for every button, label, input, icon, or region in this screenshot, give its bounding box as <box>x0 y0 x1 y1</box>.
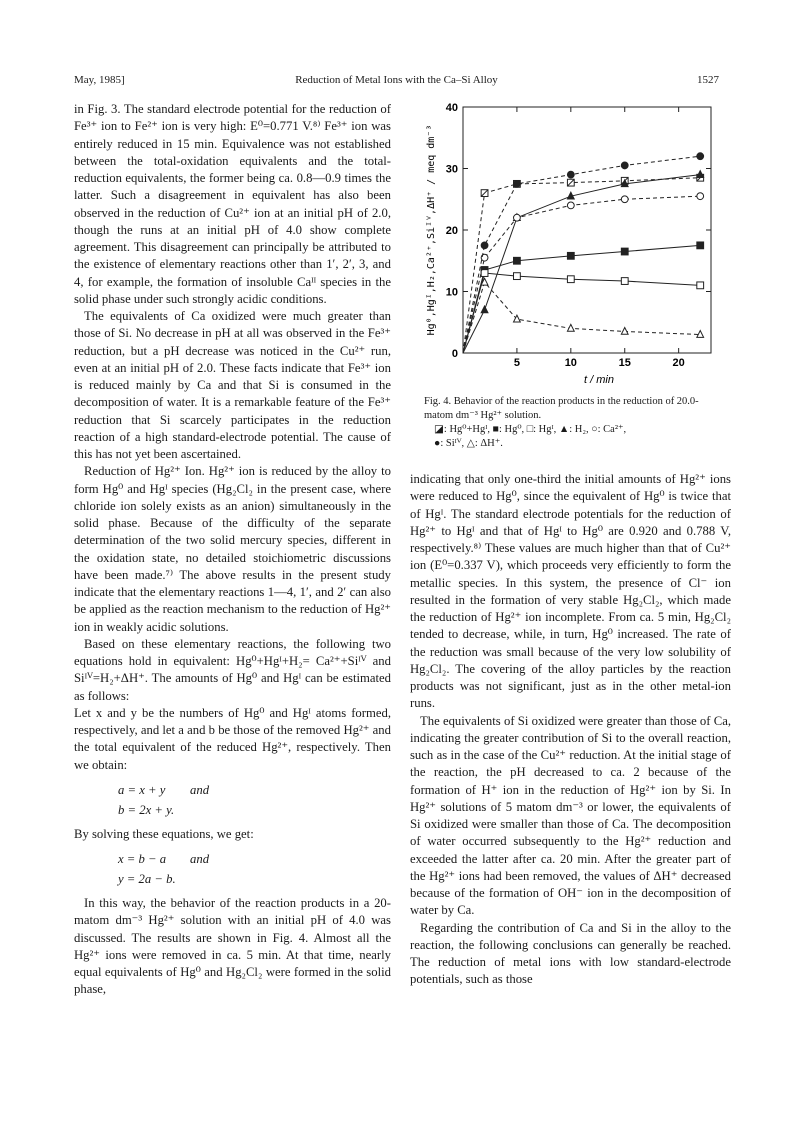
x-axis-label: t / min <box>584 374 614 386</box>
data-point-Hg⁰-5 <box>697 242 704 249</box>
data-point-Hg⁰-2 <box>514 257 521 264</box>
y-tick-label: 40 <box>445 102 458 114</box>
data-point-Siᴵⱽ-5 <box>697 153 704 160</box>
plot-frame <box>463 107 711 353</box>
paragraph-hg-reduction: Reduction of Hg²⁺ Ion. Hg²⁺ ion is reduced by the alloy to form Hg⁰ and Hgᴵ species (Hg₂Cl₂ in the present case, where chloride ion solely exists as an anion) simultaneously in the solid phase. Because of the difficulty of the separate determination of the two solid mercury species, different in the oxidation state, no detailed stoichiometric discussions have been made.⁷⁾ The above results in the present study indicate that the elementary reactions 1—4, 1′, and 2′ can also be applied as the reaction mechanism to the reduction of Hg²⁺ ion in weakly acidic solutions. <box>74 464 391 634</box>
data-point-H₂-1 <box>481 306 488 313</box>
x-tick-label: 5 <box>513 357 520 369</box>
data-point-Siᴵⱽ-4 <box>621 162 628 169</box>
paragraph-conclusions: Regarding the contribution of Ca and Si in the alloy to the reaction, the following conclusions can generally be reached. The reduction of metal ions with low standard-electrode potentials, such as those <box>410 920 731 987</box>
figure-4 <box>410 101 731 471</box>
figure-caption <box>424 395 724 451</box>
y-tick-label: 10 <box>445 286 458 299</box>
y-tick-label: 0 <box>451 348 458 360</box>
y-axis-label: Hg⁰,Hgᴵ,H₂,Ca²⁺,Siᴵⱽ,ΔH⁺ / meq dm⁻³ <box>426 124 437 336</box>
paragraph-fe-reduction: in Fig. 3. The standard electrode potential for the reduction of Fe³⁺ ion to Fe²⁺ ion is very high: E⁰=0.771 V.⁸⁾ Fe³⁺ ion was entirely reduced in 15 min. Equivalence was not established between the total-oxidation equivalents and the total-reduction equivalents, the former being ca. 0.8—0.9 times the latter. Such a disagreement in equivalent has also been observed in the reduction of Cu²⁺ ion at an initial pH of 2.0, though the runs at an initial pH of 4.0 show complete agreement. This disagreement can principally be attributed to the existence of elementary reactions other than 1′, 2′, 3, and 4, for example, the formation of insoluble Caᴵᴵ species in the solid phase under such strongly acidic conditions. <box>74 102 391 306</box>
series-line-3 <box>463 175 700 353</box>
data-point-Ca²⁺-4 <box>621 196 628 203</box>
running-header-date: May, 1985] <box>74 74 125 86</box>
series-line-2 <box>463 273 700 353</box>
paragraph-solving: By solving these equations, we get: <box>74 826 254 841</box>
paragraph-fig4-discussion: In this way, the behavior of the reaction products in a 20-matom dm⁻³ Hg²⁺ solution with an initial pH of 4.0 was discussed. The results are shown in Fig. 4. Almost all the Hg²⁺ ions were removed in ca. 5 min. At that time, nearly equal equivalents of Hg⁰ and Hg₂Cl₂ were formed in the solid phase, <box>74 896 391 997</box>
data-point-Hgᴵ-5 <box>697 282 704 289</box>
equation-block-1 <box>74 780 391 820</box>
data-point-ΔH⁺-5 <box>697 331 704 338</box>
paragraph-ca-si-equivalents: The equivalents of Ca oxidized were much greater than those of Si. No decrease in pH at all was observed in the Fe³⁺ reduction, but a pH decrease was noticed in the Cu²⁺ run, even at an initial pH of 2.0. These facts indicate that Fe³⁺ ion is reduced mainly by Ca and that Si is consumed in the decomposition of water. It is a remarkable feature of the Fe³⁺ reduction that Si scarcely participates in the reduction reaction of a high standard-electrode potential. The cause of this has not yet been ascertained. <box>74 309 391 461</box>
equation-b: b = 2x + y. <box>118 802 175 817</box>
data-point-Siᴵⱽ-2 <box>514 180 521 187</box>
y-tick-label: 20 <box>445 225 458 237</box>
data-point-Siᴵⱽ-1 <box>481 242 488 249</box>
equation-x: x = b − a <box>118 852 167 866</box>
right-column <box>410 471 731 989</box>
data-point-Hgᴵ-2 <box>514 273 521 280</box>
data-point-Hgᴵ-4 <box>621 278 628 285</box>
data-point-Hgᴵ-1 <box>481 270 488 277</box>
paragraph-si-ca-oxidized: The equivalents of Si oxidized were greater than those of Ca, indicating the greater contribution of Si to the overall reaction, such as in the case of the Cu²⁺ reduction. At the initial stage of the reaction, the pH decreased to ca. 2 because of the formation of H⁺ ion in the reduction of Hg²⁺ ion by Si. In Hg²⁺ solutions of 5 matom dm⁻³ or lower, the equivalents of Si oxidized were smaller than those of Ca. The decomposition of water occurred subsequently to the Hg²⁺ reduction and exceeded the latter after ca. 20 min. After the greater part of the Hg²⁺ ions had been removed, the values of ΔH⁺ decreased because of the formation of OH⁻ ion in the decomposition of water by Ca. <box>410 713 731 918</box>
x-tick-label: 15 <box>618 357 631 369</box>
left-column <box>74 101 391 999</box>
data-point-ΔH⁺-4 <box>621 327 628 334</box>
series-line-0 <box>463 178 700 353</box>
equation-block-2 <box>74 849 391 889</box>
paragraph-equivalent-equations: Based on these elementary reactions, the following two equations hold in equivalent: Hg⁰+Hgᴵ+H₂= Ca²⁺+Siᴵⱽ and Siᴵⱽ=H₂+ΔH⁺. The amounts of Hg⁰ and Hgᴵ can be estimated as follows: <box>74 636 391 703</box>
x-tick-label: 20 <box>672 357 685 369</box>
equation-and: and <box>190 782 210 797</box>
equation-a: a = x + y <box>118 782 166 797</box>
data-point-Hg⁰-3 <box>567 252 574 259</box>
data-point-Hg⁰-4 <box>621 248 628 255</box>
caption-legend-1: ◪: Hg⁰+Hgᴵ, ■: Hg⁰, □: Hgᴵ, ▲: H₂, ○: Ca²⁺, <box>434 424 627 435</box>
x-tick-label: 10 <box>564 357 577 369</box>
caption-title: Fig. 4. Behavior of the reaction products in the reduction of 20.0-matom dm⁻³ Hg²⁺ solution. <box>424 396 699 421</box>
running-header-title: Reduction of Metal Ions with the Ca–Si Alloy <box>295 74 498 86</box>
reaction-products-chart <box>410 101 731 391</box>
equation-y: y = 2a − b. <box>118 872 176 886</box>
data-point-Siᴵⱽ-3 <box>567 171 574 178</box>
data-point-Ca²⁺-3 <box>567 202 574 209</box>
y-tick-label: 30 <box>445 163 458 176</box>
equation-and-2: and <box>190 852 210 866</box>
page-number: 1527 <box>697 74 719 86</box>
series-line-1 <box>463 245 700 353</box>
data-point-Hgᴵ-3 <box>567 276 574 283</box>
data-point-Ca²⁺-2 <box>514 214 521 221</box>
paragraph-variables: Let x and y be the numbers of Hg⁰ and Hgᴵ atoms formed, respectively, and let a and b be those of the removed Hg²⁺ and the total equivalent of the reduced Hg²⁺, respectively. Then we obtain: <box>74 705 391 772</box>
series-line-6 <box>463 282 700 353</box>
data-point-Ca²⁺-5 <box>697 193 704 200</box>
caption-legend-2: ●: Siᴵⱽ, △: ΔH⁺. <box>434 438 503 449</box>
paragraph-hg-equivalents: indicating that only one-third the initial amounts of Hg²⁺ ions were reduced to Hg⁰, since the equivalent of Hg⁰ is twice that of Hgᴵ. The standard electrode potentials for the reduction of Hg²⁺ to Hgᴵ and that of Hgᴵ to Hg⁰ are 0.920 and 0.788 V, respectively.⁸⁾ These values are much higher than that of Cu²⁺ ion (E⁰=0.337 V), which proceeds very efficiently to form the metallic species. In this system, the presence of Cl⁻ ion resulted in the formation of very stable Hg₂Cl₂, which made the reduction of Hg²⁺ ion incomplete. From ca. 5 min, Hg₂Cl₂ tended to decrease, while, in turn, Hg⁰ increased. The rate of the reduction was small because of the very low solubility of Hg₂Cl₂. The covering of the alloy particles by the reaction products was not significant, just as in the other metal-ion runs. <box>410 472 731 711</box>
